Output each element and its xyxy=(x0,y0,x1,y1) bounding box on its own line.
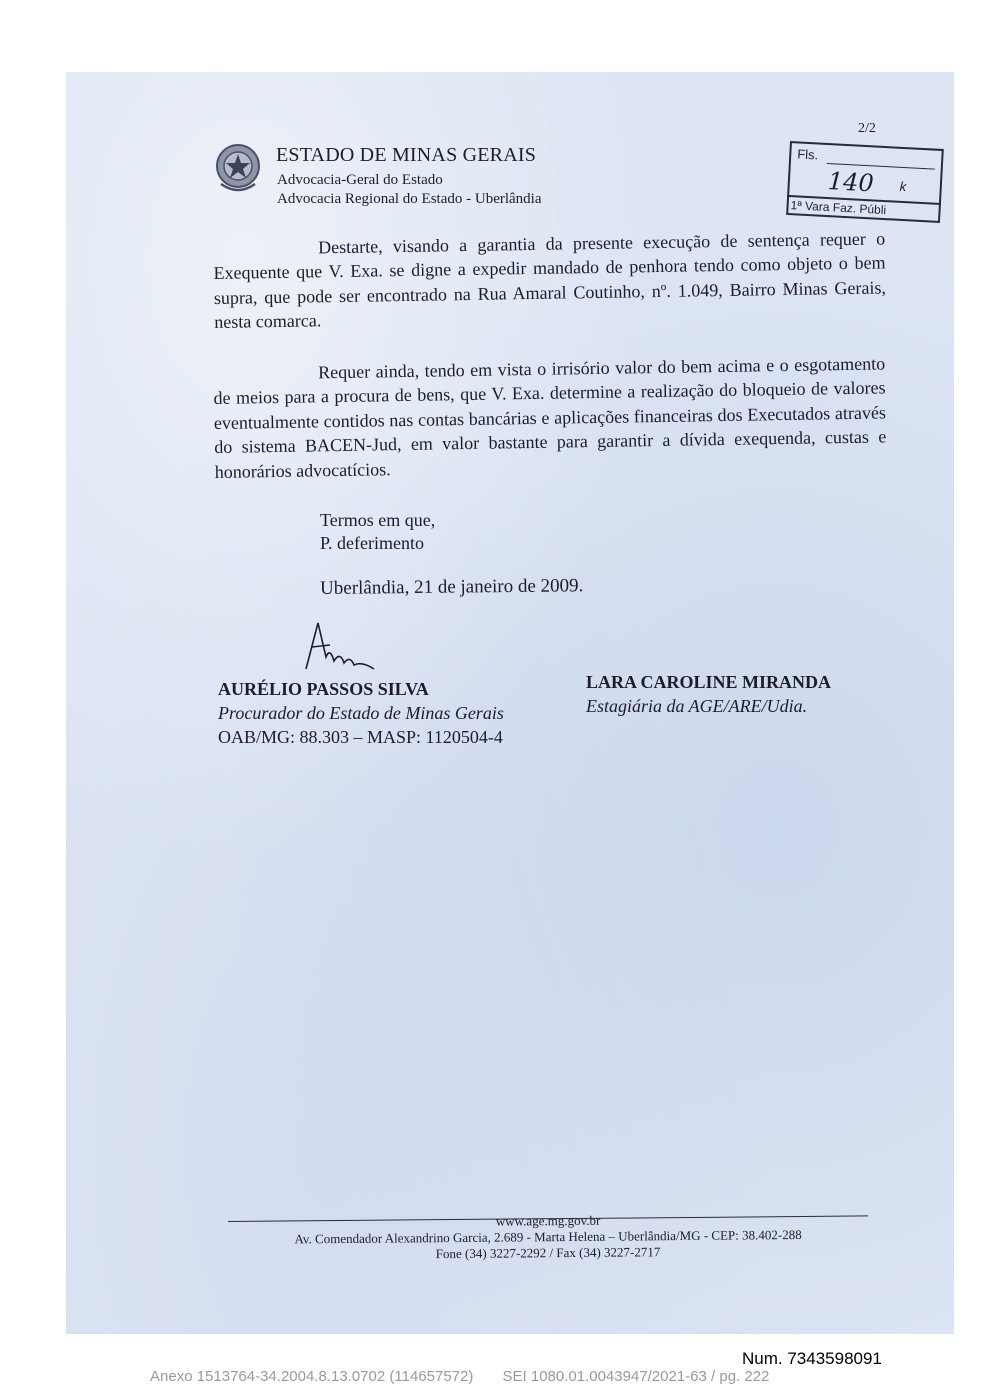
signatory-1-name: AURÉLIO PASSOS SILVA xyxy=(218,679,429,699)
stamp-initial: k xyxy=(899,178,907,195)
body-paragraph-1: Destarte, visando a garantia da presente execução de sentença requer o Exequente que V. Exa. se digne a expedir mandado de penhora tendo como objeto o bem supra, que pode ser encontrado na Rua Amaral Coutinho, nº. 1.049, Bairro Minas Gerais, nesta comarca. xyxy=(213,228,887,333)
header-office: Advocacia Regional do Estado - Uberlândia xyxy=(277,191,542,207)
signatory-2-name: LARA CAROLINE MIRANDA xyxy=(586,672,832,692)
footer-website: www.age.mg.gov.br xyxy=(495,1212,601,1229)
signatory-1 xyxy=(218,677,504,749)
annex-reference: Anexo 1513764-34.2004.8.13.0702 (114657572) SEI 1080.01.0043947/2021-63 / pg. 222 xyxy=(150,1368,770,1385)
dateline: Uberlândia, 21 de janeiro de 2009. xyxy=(320,575,584,599)
header-state: ESTADO DE MINAS GERAIS xyxy=(276,144,537,166)
court-page-stamp xyxy=(786,141,944,223)
closing-line-1: Termos em que, xyxy=(320,510,436,530)
signatory-2 xyxy=(586,670,831,718)
stamp-page-number: 140 xyxy=(827,167,875,198)
header-department: Advocacia-Geral do Estado xyxy=(277,172,443,188)
signatory-1-registration: OAB/MG: 88.303 – MASP: 1120504-4 xyxy=(218,727,503,747)
page-count: 2/2 xyxy=(858,121,876,136)
footer-phone: Fone (34) 3227-2292 / Fax (34) 3227-2717 xyxy=(435,1244,661,1262)
signatory-2-role: Estagiária da AGE/ARE/Udia. xyxy=(586,696,808,716)
stamp-label: Fls. xyxy=(796,146,819,163)
document-number: Num. 7343598091 xyxy=(742,1349,882,1368)
state-coat-of-arms-icon xyxy=(213,140,263,196)
stamp-court-name: 1ª Vara Faz. Públi xyxy=(786,195,941,223)
handwritten-signature xyxy=(296,617,386,677)
footer-address: Av. Comendador Alexandrino Garcia, 2.689 - Marta Helena – Uberlândia/MG - CEP: 38.402-288 xyxy=(294,1226,802,1247)
body-paragraph-2: Requer ainda, tendo em vista o irrisório valor do bem acima e o esgotamento de meios para a procura de bens, que V. Exa. determine a realização do bloqueio de valores eventualmente contidos nas contas bancárias e aplicações financeiras dos Executados através do sistema BACEN-Jud, em valor bastante para garantir a dívida exequenda, custas e honorários advocatícios. xyxy=(213,353,887,482)
closing-line-2: P. deferimento xyxy=(320,533,424,553)
signatory-1-role: Procurador do Estado de Minas Gerais xyxy=(218,703,504,723)
